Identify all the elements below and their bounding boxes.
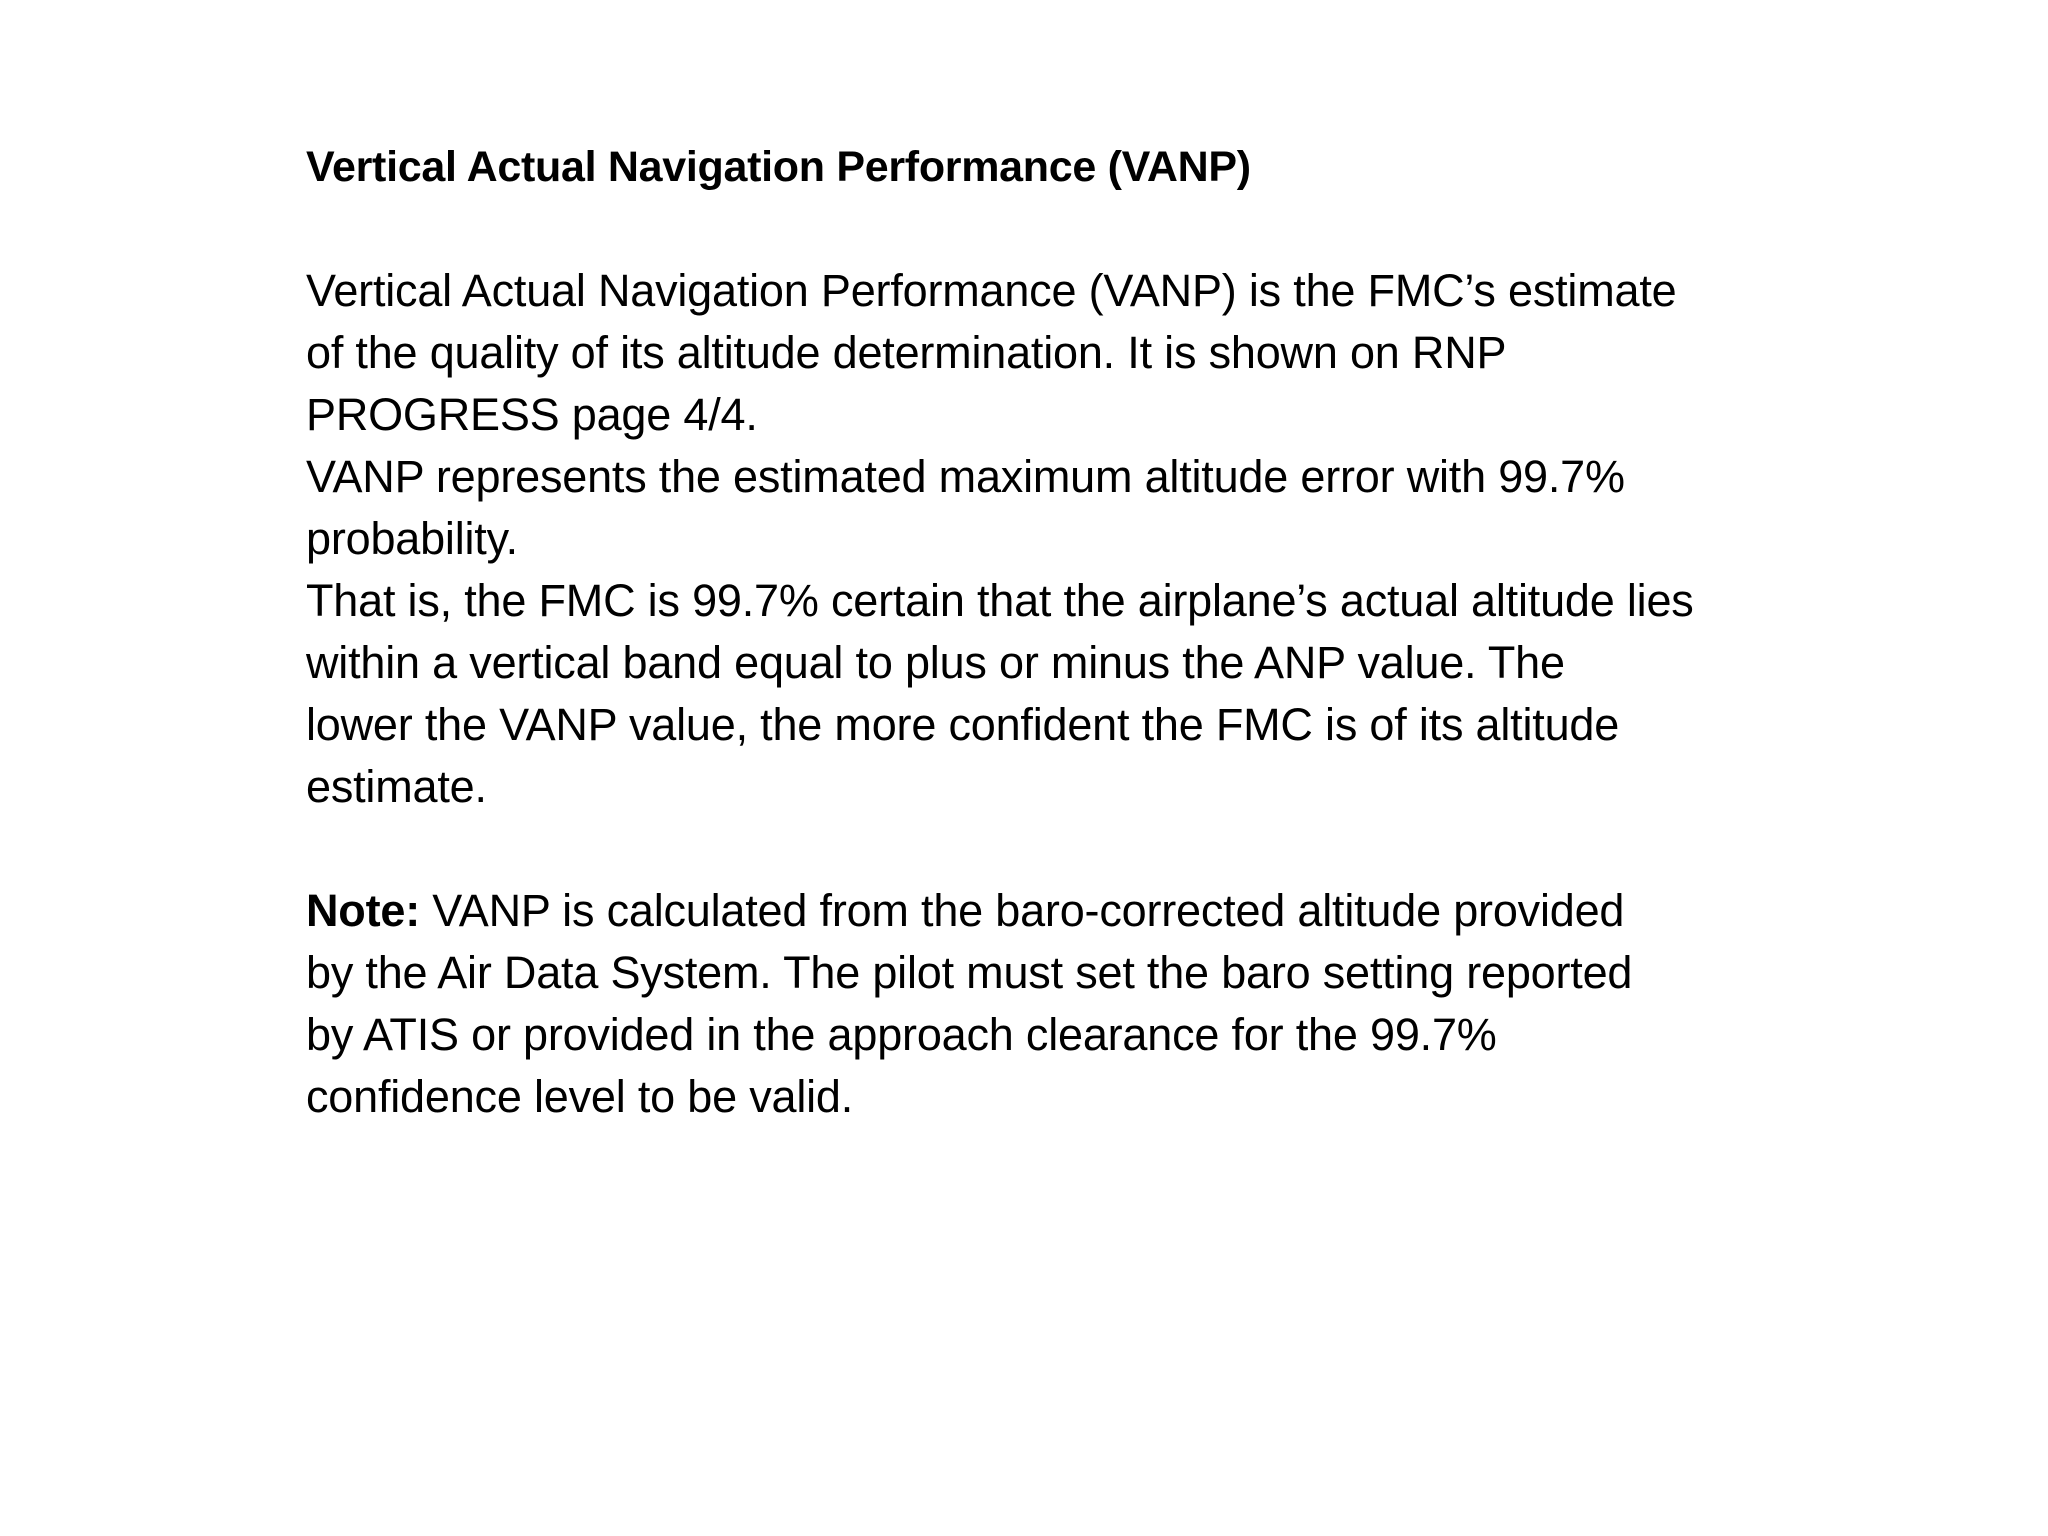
spacer [306,198,1806,260]
text-line: by the Air Data System. The pilot must set the baro setting reported [306,947,1633,998]
text-line: by ATIS or provided in the approach clearance for the 99.7% [306,1009,1497,1060]
text-line: of the quality of its altitude determination. It is shown on RNP [306,327,1507,378]
text-line: PROGRESS page 4/4. [306,389,758,440]
text-line: within a vertical band equal to plus or minus the ANP value. The [306,637,1565,688]
text-line: probability. [306,513,518,564]
text-line: confidence level to be valid. [306,1071,854,1122]
text-line: That is, the FMC is 99.7% certain that the airplane’s actual altitude lies [306,575,1694,626]
note-first-line-text: VANP is calculated from the baro-corrected altitude provided [419,885,1625,936]
spacer [306,818,1806,880]
note-first-line [306,880,1806,942]
text-line: estimate. [306,761,487,812]
text-line: Vertical Actual Navigation Performance (VANP) is the FMC’s estimate [306,265,1677,316]
text-line: VANP represents the estimated maximum altitude error with 99.7% [306,451,1625,502]
slide-content [306,136,1806,1128]
slide-title: Vertical Actual Navigation Performance (VANP) [306,143,1251,191]
text-line: lower the VANP value, the more confident the FMC is of its altitude [306,699,1620,750]
paragraph-vanp-definition [306,260,1806,818]
note-paragraph [306,880,1806,1128]
note-label: Note: [306,885,420,936]
